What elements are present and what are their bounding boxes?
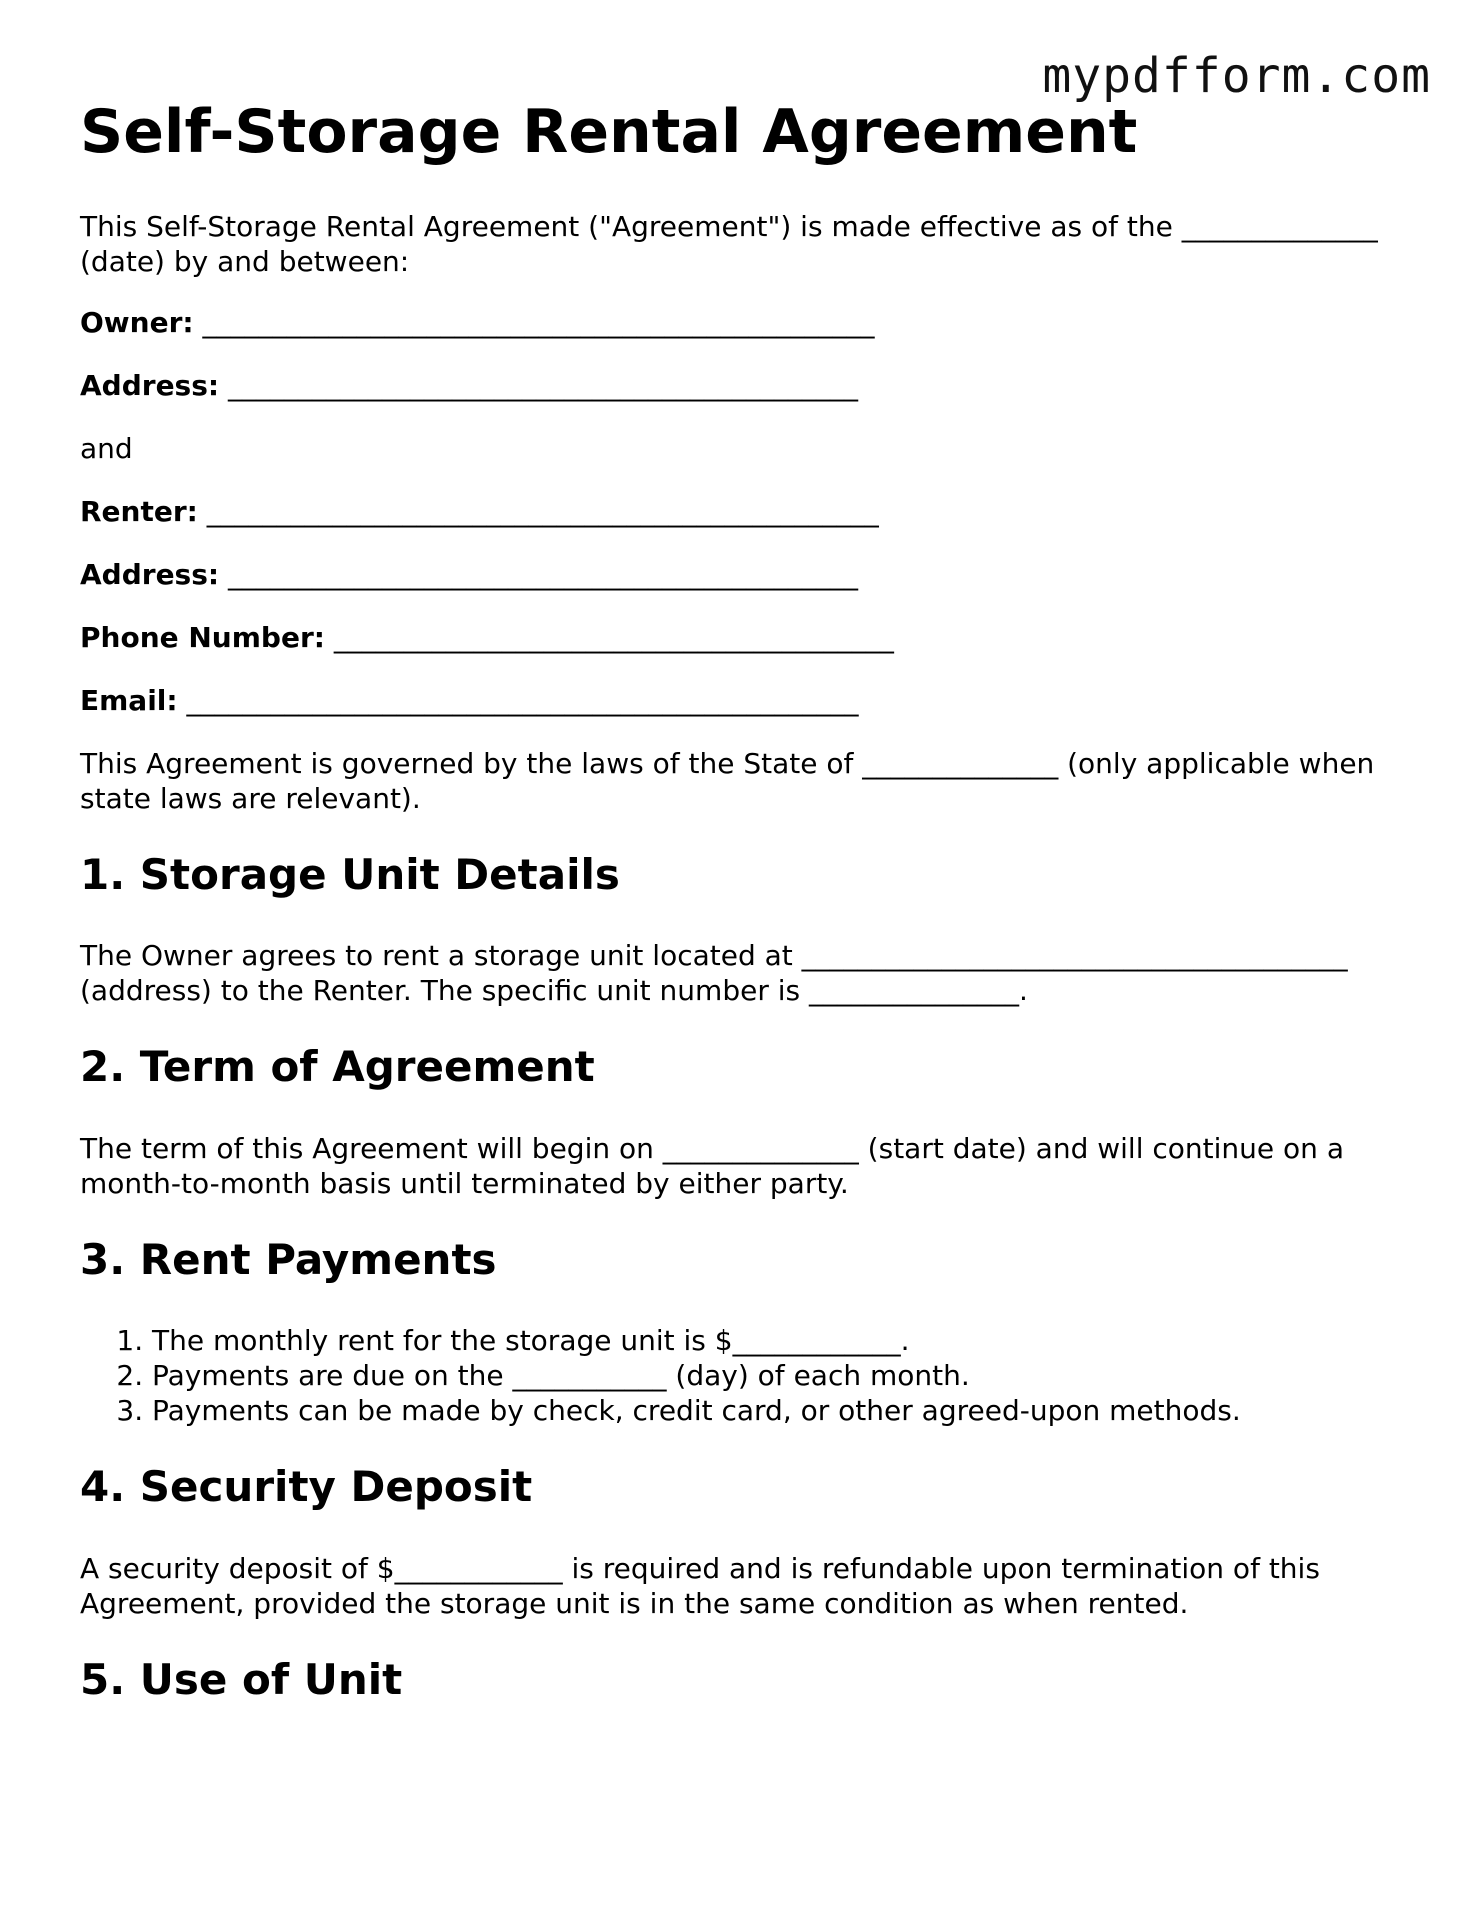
- watermark: mypdfform.com: [1042, 48, 1431, 104]
- owner-address-blank[interactable]: _____________________________________________: [228, 369, 858, 402]
- renter-address-label: Address:: [80, 558, 220, 591]
- renter-address-blank[interactable]: _____________________________________________: [228, 558, 858, 591]
- section-1-heading: 1. Storage Unit Details: [80, 850, 620, 899]
- renter-address-field: [80, 557, 1400, 592]
- owner-label: Owner:: [80, 306, 194, 339]
- owner-address-field: [80, 368, 1400, 403]
- owner-blank[interactable]: ________________________________________________: [202, 306, 875, 339]
- section-5-heading: 5. Use of Unit: [80, 1654, 403, 1704]
- phone-label: Phone Number:: [80, 621, 325, 654]
- phone-field: [80, 620, 1400, 655]
- section-4-heading: 4. Security Deposit: [80, 1462, 533, 1512]
- renter-label: Renter:: [80, 495, 198, 528]
- renter-field: [80, 494, 1400, 529]
- email-blank[interactable]: ________________________________________________: [186, 684, 859, 717]
- phone-blank[interactable]: ________________________________________: [333, 621, 894, 654]
- owner-address-label: Address:: [80, 369, 220, 402]
- page-title: Self-Storage Rental Agreement: [80, 97, 1138, 167]
- section-2-heading: 2. Term of Agreement: [80, 1042, 595, 1092]
- email-label: Email:: [80, 684, 178, 717]
- owner-field: [80, 305, 1400, 340]
- list-item: 3. Payments can be made by check, credit card, or other agreed-upon methods.: [152, 1393, 1400, 1428]
- renter-blank[interactable]: ________________________________________________: [206, 495, 879, 528]
- document-page: [80, 98, 1400, 1743]
- section-1-text: The Owner agrees to rent a storage unit located at _______________________________________ (address) to the Renter. The specific unit number is _______________.: [80, 939, 1348, 1008]
- governing-law-paragraph: This Agreement is governed by the laws of the State of ______________ (only applicable when state laws are relevant).: [80, 747, 1375, 815]
- and-text: and: [80, 432, 133, 465]
- list-item: 1. The monthly rent for the storage unit is $____________.: [152, 1323, 1400, 1358]
- list-item: 2. Payments are due on the ___________ (day) of each month.: [152, 1358, 1400, 1393]
- email-field: [80, 683, 1400, 718]
- section-2-text: The term of this Agreement will begin on ______________ (start date) and will continue on a month-to-month basis until terminated by either party.: [80, 1131, 1344, 1200]
- section-4-text: A security deposit of $____________ is required and is refundable upon termination of this Agreement, provided the storage unit is in the same condition as when rented.: [80, 1551, 1320, 1620]
- rent-payments-list: [80, 1323, 1400, 1428]
- intro-paragraph: This Self-Storage Rental Agreement ("Agreement") is made effective as of the ______________ (date) by and between:: [80, 210, 1378, 278]
- section-3-heading: 3. Rent Payments: [80, 1234, 497, 1284]
